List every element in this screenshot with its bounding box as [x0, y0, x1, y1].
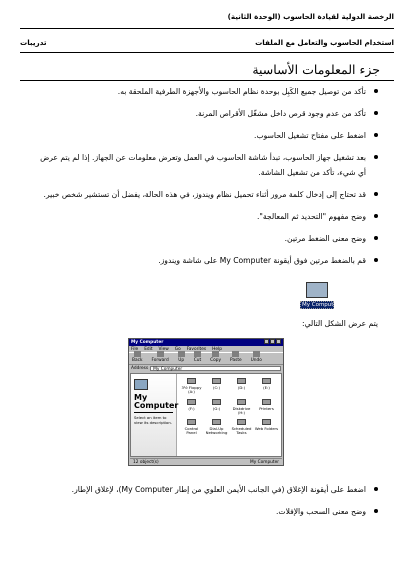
hard-drive-icon — [262, 378, 271, 384]
window-controls — [263, 339, 281, 346]
floppy-drive-icon — [187, 378, 196, 384]
cut-icon — [194, 351, 201, 357]
drive-item — [254, 399, 279, 416]
toolbar-button — [132, 351, 142, 363]
window-titlebar — [129, 339, 283, 346]
bullet-list-after — [34, 482, 378, 526]
computer-icon — [306, 282, 328, 298]
dial-up-icon — [212, 419, 221, 425]
header-section-label: تدريبات — [20, 38, 47, 47]
header-course-title: الرخصة الدولية لقيادة الحاسوب (الوحدة الثانية) — [227, 12, 394, 21]
close-icon — [276, 339, 281, 344]
bullet-item: قم بالضغط مرتين فوق أيقونة My Computer على شاشة ويندوز. — [34, 253, 378, 268]
menu-item: Go — [174, 346, 181, 352]
bullet-item: اضغط على مفتاح تشغيل الحاسوب. — [34, 128, 378, 143]
bullet-item: بعد تشغيل جهاز الحاسوب، تبدأ شاشة الحاسوب في العمل وتعرض معلومات عن الجهاز. إذا لم يتم عرض أي شيء، تأكد من تشغيل الشاشة. — [34, 150, 378, 180]
drive-label: Printers — [259, 405, 274, 411]
menu-item: File — [131, 346, 139, 352]
bullet-list — [34, 84, 378, 275]
hard-drive-icon — [237, 378, 246, 384]
bullet-item: وضح مفهوم "التحديد ثم المعالجة". — [34, 209, 378, 224]
menu-item: View — [158, 346, 169, 352]
toolbar-button — [194, 351, 201, 363]
status-count: 12 object(s) — [133, 459, 159, 465]
status-location: My Computer — [250, 459, 279, 465]
control-panel-icon — [187, 419, 196, 425]
menu-item: Favorites — [186, 346, 207, 352]
address-field: My Computer — [150, 366, 281, 371]
bullet-item: قد تحتاج إلى إدخال كلمة مرور أثناء تحميل نظام ويندوز، في هذه الحالة، يفضل أن تستشير شخص خبير. — [34, 187, 378, 202]
drive-label: 3½ Floppy (A:) — [181, 385, 202, 395]
panel-divider — [134, 412, 173, 413]
panel-title-line2: Computer — [134, 401, 179, 410]
drive-item — [204, 399, 229, 416]
drive-label: Diskdrive (H:) — [232, 405, 251, 415]
cd-drive-icon — [237, 399, 246, 405]
drive-item — [179, 378, 204, 395]
computer-icon — [134, 379, 148, 390]
paste-icon — [232, 351, 239, 357]
window-content — [130, 373, 282, 457]
address-bar — [129, 365, 283, 372]
minimize-icon — [264, 339, 269, 344]
window-title: My Computer — [131, 340, 164, 345]
hard-drive-icon — [212, 399, 221, 405]
toolbar-label: Undo — [250, 358, 262, 363]
header-subtitle-row — [20, 38, 394, 49]
header-divider-2 — [20, 52, 394, 53]
drive-label: Web Folders — [254, 426, 279, 432]
drive-label: (C:) — [213, 385, 220, 390]
my-computer-window-screenshot — [128, 338, 284, 466]
toolbar-button — [210, 351, 221, 363]
toolbar-label: Forward — [151, 358, 169, 363]
drive-label: Dial-Up Networking — [205, 426, 228, 436]
drive-grid — [177, 374, 281, 456]
drive-item — [254, 419, 279, 436]
my-computer-desktop-icon — [300, 282, 340, 309]
menu-item: Edit — [144, 346, 153, 352]
header-divider — [20, 28, 394, 29]
webview-panel — [131, 374, 177, 456]
menu-item: Help — [212, 346, 222, 352]
toolbar-button — [251, 351, 262, 363]
drive-label: Scheduled Tasks — [231, 426, 252, 436]
header-module-title: استخدام الحاسوب والتعامل مع الملفات — [255, 38, 394, 47]
hard-drive-icon — [212, 378, 221, 384]
toolbar-button — [151, 351, 168, 363]
hard-drive-icon — [187, 399, 196, 405]
bullet-item: تأكد من توصيل جميع الكَبِل بوحدة نظام الحاسوب والأجهزة الطرفية الملحقة به. — [34, 84, 378, 99]
bullet-item: تأكد من عدم وجود قرص داخل مشغّل الأقراص المرنة. — [34, 106, 378, 121]
my-computer-icon-label: My Computer — [302, 302, 340, 308]
panel-description: Select an item to view its description. — [134, 415, 172, 425]
drive-item — [204, 378, 229, 395]
window-statusbar — [130, 458, 282, 465]
bullet-item: وضح معنى السحب والإفلات. — [34, 504, 378, 519]
drive-item — [229, 419, 254, 436]
drive-item — [179, 419, 204, 436]
figure-caption: يتم عرض الشكل التالي: — [302, 319, 378, 328]
section-title: جزء المعلومات الأساسية — [252, 62, 380, 77]
printers-folder-icon — [262, 399, 271, 405]
toolbar-label: Up — [178, 358, 185, 363]
drive-label: Control Panel — [184, 426, 199, 436]
drive-item — [229, 378, 254, 395]
web-folders-icon — [262, 419, 271, 425]
drive-item — [179, 399, 204, 416]
drive-item — [254, 378, 279, 395]
scheduled-tasks-icon — [237, 419, 246, 425]
back-icon — [134, 351, 141, 357]
drive-label: (D:) — [237, 385, 246, 390]
drive-label: (G:) — [212, 405, 221, 411]
title-divider — [20, 80, 394, 81]
toolbar-label: Paste — [230, 358, 242, 363]
bullet-item: وضح معنى الضغط مرتين. — [34, 231, 378, 246]
up-icon — [178, 351, 185, 357]
panel-title-line1: My — [134, 393, 148, 402]
drive-item — [229, 399, 254, 416]
toolbar-label: Cut — [193, 358, 202, 363]
maximize-icon — [270, 339, 275, 344]
toolbar-label: Copy — [210, 358, 222, 363]
bullet-item: اضغط على أيقونة الإغلاق (في الجانب الأيمن العلوي من إطار My Computer)، لإغلاق الإطار. — [34, 482, 378, 497]
address-label: Address — [131, 366, 149, 371]
copy-icon — [212, 351, 219, 357]
forward-icon — [157, 351, 164, 357]
toolbar-label: Back — [132, 358, 143, 363]
undo-icon — [253, 351, 260, 357]
drive-label: (E:) — [263, 385, 270, 390]
toolbar-button — [178, 351, 185, 363]
toolbar-button — [230, 351, 242, 363]
drive-label: (F:) — [188, 405, 195, 411]
window-toolbar — [129, 352, 283, 365]
drive-item — [204, 419, 229, 436]
